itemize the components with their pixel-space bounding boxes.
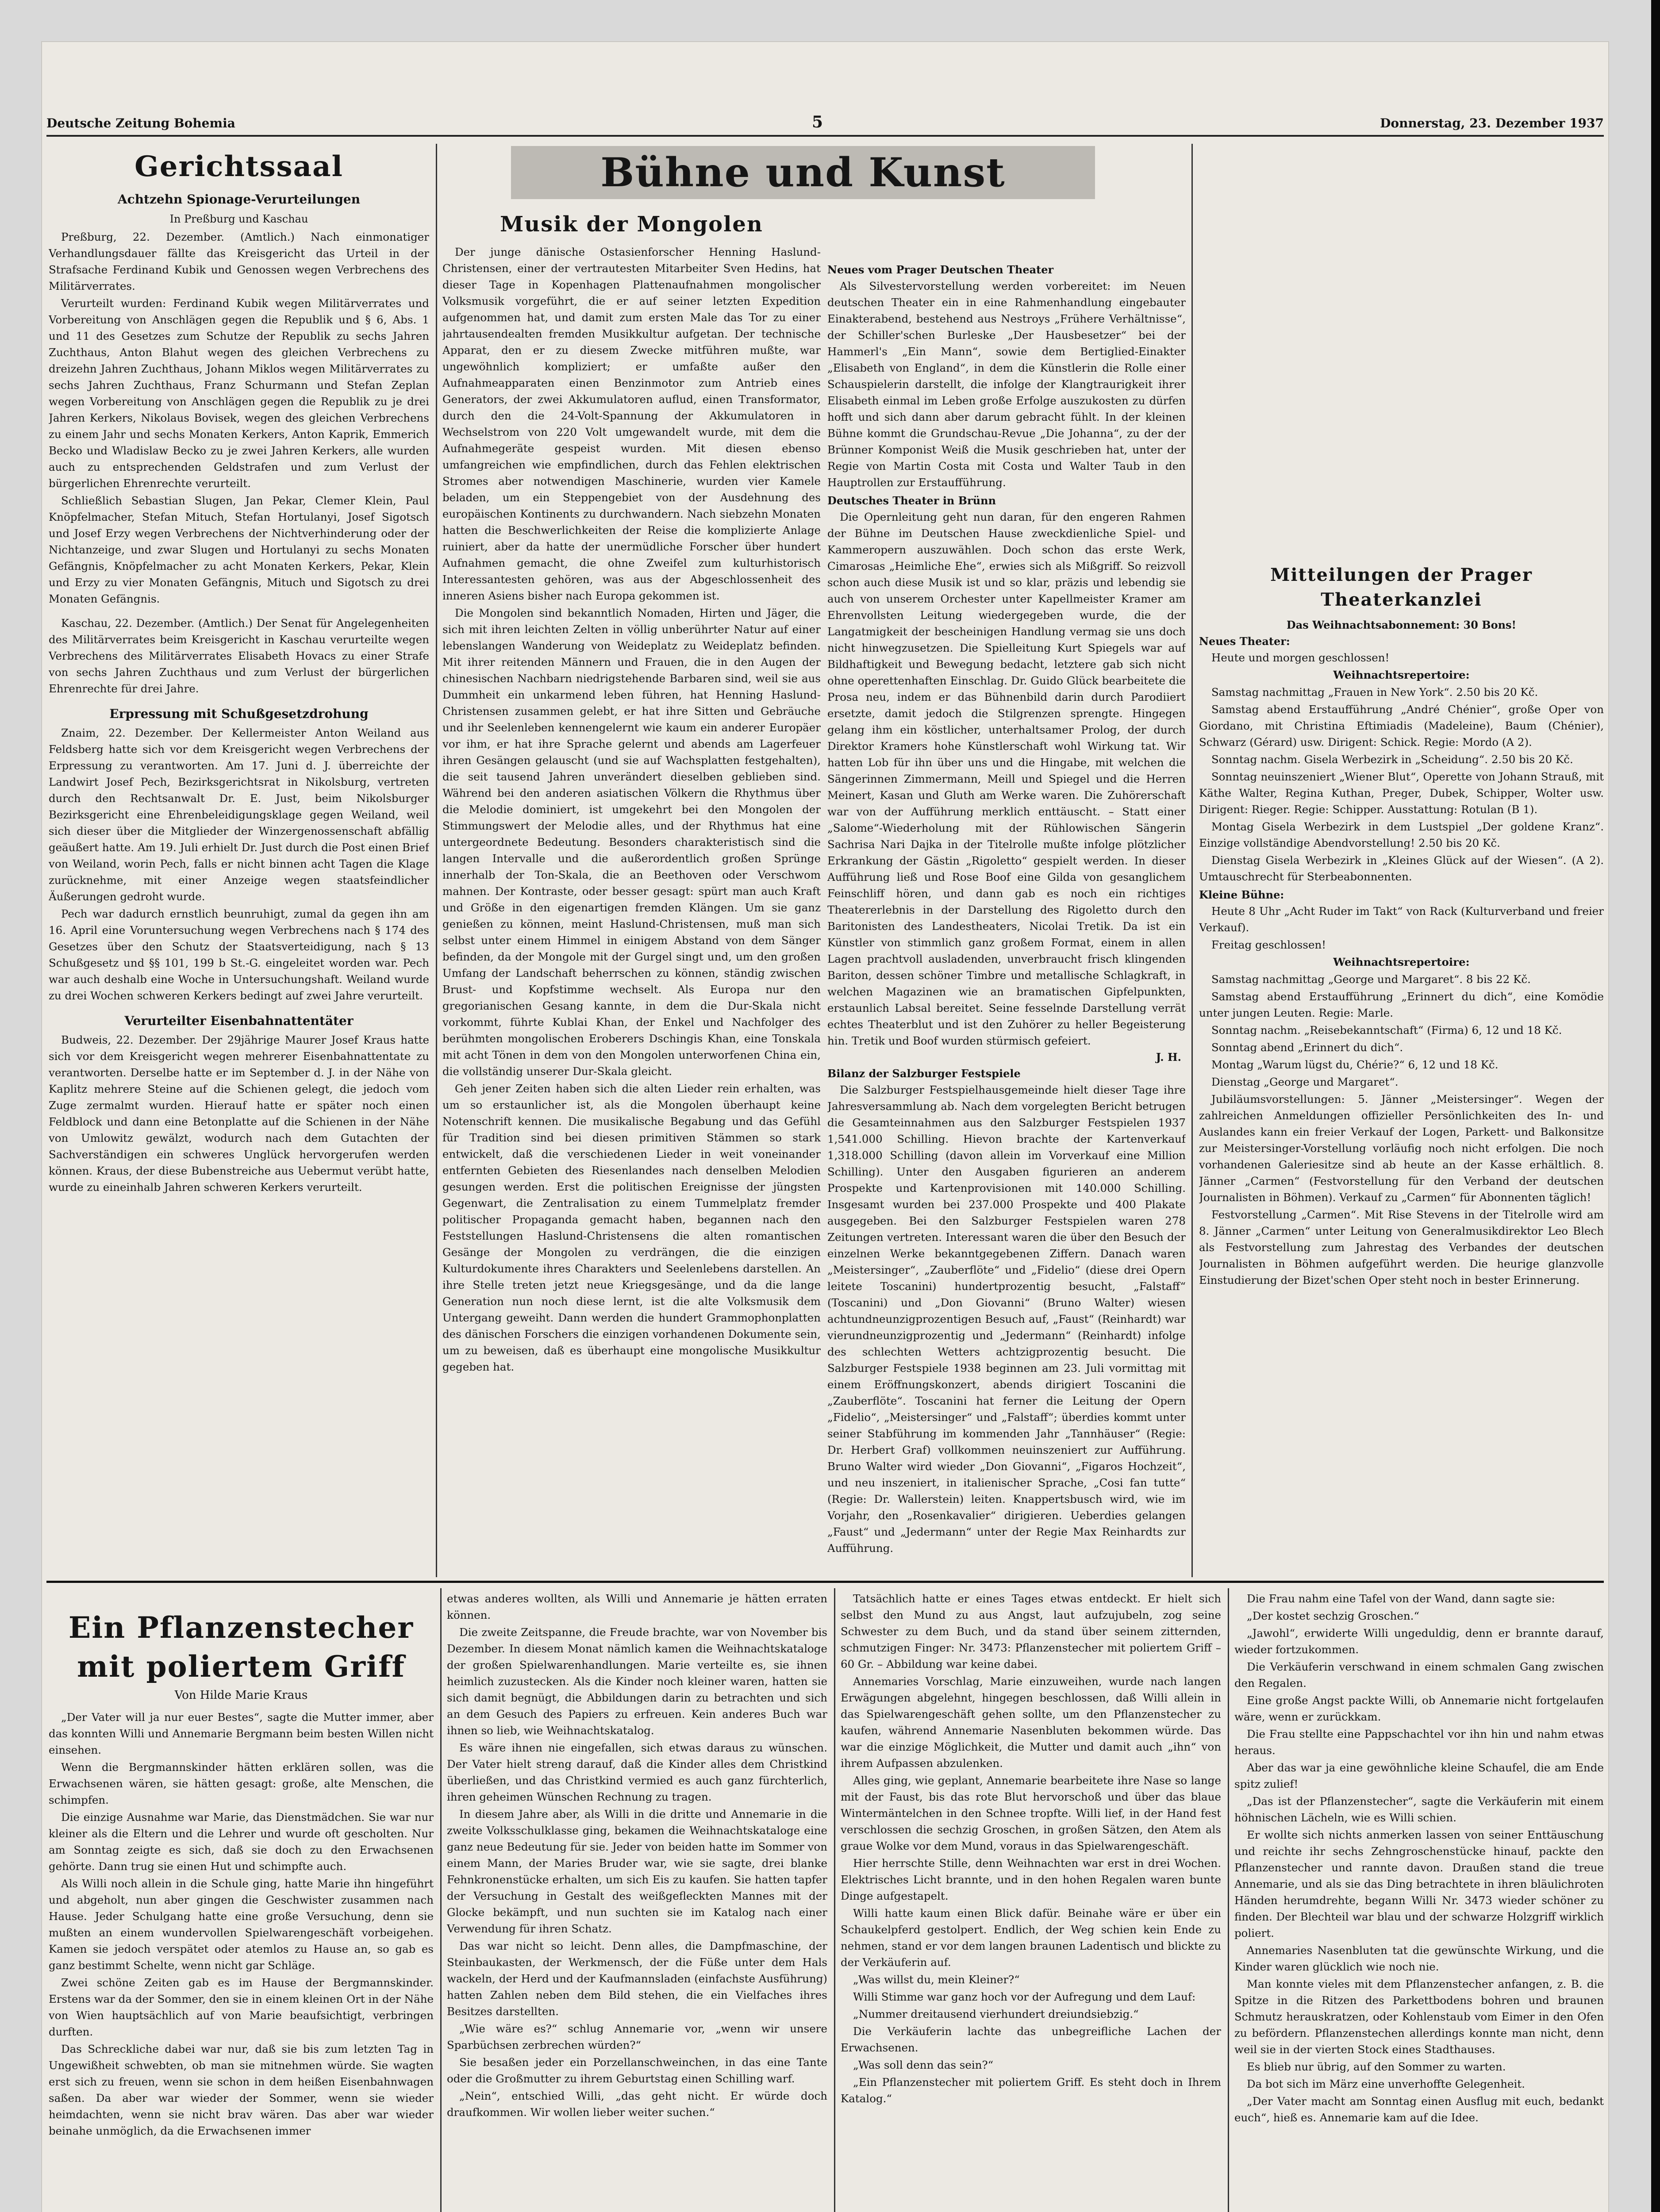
article-paragraph: Kaschau, 22. Dezember. (Amtlich.) Der Senat für Angelegenheiten des Militärverrates beim Kreisgericht in Kaschau verurteilte wegen Verbrechens des Militärverrates Elisabeth Hovacs zu einer Strafe von sechs Jahren Zuchthaus und zum Verlust der bürgerlichen Ehrenrechte für drei Jahre.: [49, 617, 429, 695]
kleine-buehne-listing: [1199, 903, 1604, 1288]
story-paragraph: „Der Vater will ja nur euer Bestes“, sagte die Mutter immer, aber das konnten Willi und Annemarie Bergmann beim besten Willen nicht einsehen.: [49, 1711, 434, 1756]
article-headline: Neues vom Prager Deutschen Theater: [827, 263, 1054, 276]
story-paragraph: Aber das war ja eine gewöhnliche kleine Schaufel, die am Ende spitz zulief!: [1234, 1761, 1604, 1790]
article-paragraph: Pech war dadurch ernstlich beunruhigt, zumal da gegen ihn am 16. April eine Voruntersuchung wegen Verbrechens nach § 174 des Gesetzes über den Schutz der Staatsverteidigung, nach § 13 Schußgesetz und §§ 101, 199 b St.-G. eingeleitet worden war. Pech war auch deshalb eine Woche in Untersuchungshaft. Weiland wurde zu drei Wochen schweren Kerkers bedingt auf zwei Jahre verurteilt.: [49, 907, 429, 1002]
listing-line: Samstag nachmittag „George und Margaret“. 8 bis 22 Kč.: [1211, 973, 1531, 986]
story-title-line-1: Ein Pflanzenstecher: [68, 1610, 414, 1645]
court-column: [49, 144, 429, 1577]
story-paragraph: „Was willst du, mein Kleiner?“: [853, 1973, 1020, 1986]
section-title-court: Gerichtssaal: [134, 150, 343, 183]
listing-line: Weihnachtsrepertoire:: [1333, 956, 1470, 968]
article-headline-mongol-music: Musik der Mongolen: [500, 212, 763, 237]
article-paragraph: Geh jener Zeiten haben sich die alten Lieder rein erhalten, was um so erstaunlicher ist, als die Mongolen überhaupt keine Notenschrift kennen. Die musikalische Begabung und das Gefühl für Tradition sind bei diesen primitiven Stämmen so stark entwickelt, daß die verschiedenen Lieder in weit voneinander entfernten Gebieten des Riesenlandes nach denselben Melodien gesungen werden. Erst die politischen Ereignisse der jüngsten Gegenwart, die Zentralisation zu einem Tummelplatz fremder politischer Propaganda gemacht haben, begannen nach den Feststellungen Haslund-Christensens die alten romantischen Gesänge der Mongolen zu verdrängen, die die einzigen Kulturdokumente ihres Charakters und Seelenlebens darstellen. An ihre Stelle treten jetzt neue Kriegsgesänge, und da die lange Generation nun noch diese lernt, ist die alte Volksmusik dem Untergang geweiht. Dann werden die hundert Grammophonplatten des dänischen Forschers die einzigen vorhandenen Dokumente sein, um zu beweisen, daß es überhaupt eine mongolische Musikkultur gegeben hat.: [442, 1082, 821, 1373]
story-paragraph: Die zweite Zeitspanne, die Freude brachte, war von November bis Dezember. In diesem Monat nämlich kamen die Weihnachtskataloge der großen Spielwarenhandlungen. Marie verteilte es, sie ihnen heimlich zuzustecken. Als die Kinder noch kleiner waren, hatten sie sich damit begnügt, die Abbildungen darin zu betrachten und sich an dem Gesuch des Papiers zu erfreuen. Kein anderes Buch war ihnen so lieb, wie Weihnachtskatalog.: [447, 1626, 827, 1737]
section-divider: [46, 1581, 1604, 1583]
author-signature: J. H.: [1156, 1051, 1181, 1064]
story-paragraph: „Der Vater macht am Sonntag einen Ausflug mit euch, bedankt euch“, hieß es. Annemarie kam auf die Idee.: [1234, 2095, 1604, 2124]
article-paragraph: Als Silvestervorstellung werden vorbereitet: im Neuen deutschen Theater ein in eine Rahmenhandlung eingebauter Einakterabend, bestehend aus Nestroys „Frühere Verhältnisse“, der Schiller'schen Burleske „Der Hausbesetzer“ bei der Hammerl's „Ein Mann“, sowie dem Bertiglied-Einakter „Elisabeth von England“, in dem die Künstlerin die Rolle einer Schauspielerin darstellt, die infolge der Klangtraurigkeit ihrer Elisabeth einmal im Leben große Erfolge auszukosten zu dürfen hofft und sich dann aber darum gebracht fühlt. In der kleinen Bühne kommt die Grundschau-Revue „Die Johanna“, zu der der Brünner Komponist Weiß die Musik geschrieben hat, unter der Regie von Martin Costa mit Costa und Walter Taub in den Hauptrollen zur Erstaufführung.: [827, 280, 1186, 489]
story-paragraph: Alles ging, wie geplant, Annemarie bearbeitete ihre Nase so lange mit der Faust, bis das rote Blut hervorschoß und über das blaue Wintermäntelchen in den Schnee tropfte. Willi lief, in der Hand fest verschlossen die sechzig Groschen, in großen Sätzen, den Atem als graue Wolke vor dem Mund, voraus in das Spielwarengeschäft.: [841, 1774, 1221, 1852]
article-paragraph: Znaim, 22. Dezember. Der Kellermeister Anton Weiland aus Feldsberg hatte sich vor dem Kreisgericht wegen Verbrechens der Erpressung zu verantworten. Am 17. Juni d. J. überreichte der Landwirt Josef Pech, Bezirksgerichtsrat in Nikolsburg, vertreten durch den Rechtsanwalt Dr. E. Just, beim Nikolsburger Bezirksgericht eine Ehrenbeleidigungsklage gegen Weiland, weil sich dieser über die Mitglieder der Winzergenossenschaft abfällig geäußert hatte. Am 19. Juli erhielt Dr. Just durch die Post einen Brief von Weiland, worin Pech, falls er nicht binnen acht Tagen die Klage zurücknehme, mit einer Anzeige wegen staatsfeindlicher Äußerungen gedroht wurde.: [49, 726, 429, 903]
article-headline: Verurteilter Eisenbahnattentäter: [124, 1014, 354, 1028]
story-paragraph: „Wie wäre es?“ schlug Annemarie vor, „wenn wir unsere Sparbüchsen zerbrechen würden?“: [447, 2022, 827, 2051]
story-paragraph: Willi Stimme war ganz hoch vor der Aufregung und dem Lauf:: [853, 1990, 1196, 2003]
story-paragraph: Als Willi noch allein in die Schule ging, hatte Marie ihn hingeführt und abgeholt, nun aber gingen die Geschwister zusammen nach Hause. Jeder Schulgang hatte eine große Versuchung, denn sie mußten an einem wundervollen Spielwarengeschäft vorbeigehen. Kamen sie jedoch verspätet oder atemlos zu Hause an, so gab es ganz bestimmt Schelte, wenn nicht gar Schläge.: [49, 1877, 434, 1972]
story-paragraph: Es wäre ihnen nie eingefallen, sich etwas daraus zu wünschen. Der Vater hielt streng darauf, daß die Kinder alles dem Christkind überließen, und das Christkind vermied es auch ganz fürchterlich, ihren geheimen Wünschen Rechnung zu tragen.: [447, 1741, 827, 1803]
listing-line: Weihnachtsrepertoire:: [1333, 668, 1470, 681]
story-paragraph: Das war nicht so leicht. Denn alles, die Dampfmaschine, der Steinbaukasten, der Werkmensch, der die Füße unter dem Hals wackeln, der Herd und der Kaufmannsladen (einfachste Ausführung) hatten Zahlen neben dem Bild stehen, die ein Vielfaches ihres Besitzes darstellten.: [447, 1939, 827, 2018]
story-paragraph: „Nein“, entschied Willi, „das geht nicht. Er würde doch draufkommen. Wir wollen lieber weiter suchen.“: [447, 2089, 827, 2119]
article-subheadline: In Preßburg und Kaschau: [169, 213, 308, 225]
listing-line: Montag Gisela Werbezirk in dem Lustspiel „Der goldene Kranz“. Einzige vollständige Abendvorstellung! 2.50 bis 20 Kč.: [1199, 820, 1604, 849]
story-paragraph: Zwei schöne Zeiten gab es im Hause der Bergmannskinder. Erstens war da der Sommer, den sie in einem kleinen Ort in der Nähe von Wien hauptsächlich auf von Marie beaufsichtigt, verbringen durften.: [49, 1976, 434, 2038]
column-rule: [1191, 144, 1193, 1577]
article-headline: Deutsches Theater in Brünn: [827, 494, 996, 507]
listing-line: Freitag geschlossen!: [1211, 938, 1326, 951]
story-paragraph: Man konnte vieles mit dem Pflanzenstecher anfangen, z. B. die Spitze in die Ritzen des Parkettbodens bohren und braunen Schmutz herauskratzen, oder Kohlenstaub vom Eimer in den Ofen zu befördern. Pflanzenstechen allerdings konnte man nicht, denn weil sie in der vierten Stock eines Stadthauses.: [1234, 1978, 1604, 2056]
story-paragraph: Die Verkäuferin verschwand in einem schmalen Gang zwischen den Regalen.: [1234, 1660, 1604, 1690]
story-paragraph: Die Verkäuferin lachte das unbegreifliche Lachen der Erwachsenen.: [841, 2025, 1221, 2054]
story-column-4: [1234, 1590, 1604, 2212]
story-title-line-2: mit poliertem Griff: [77, 1649, 405, 1684]
story-paragraph: „Ein Pflanzenstecher mit poliertem Griff. Es steht doch in Ihrem Katalog.“: [841, 2076, 1221, 2105]
abonnement-note: Das Weihnachtsabonnement: 30 Bons!: [1286, 618, 1517, 631]
listing-line: Dienstag Gisela Werbezirk in „Kleines Glück auf der Wiesen“. (A 2). Umtauschrecht für Sterbeabonnenten.: [1199, 854, 1604, 883]
story-paragraph: Da bot sich im März eine unverhoffte Gelegenheit.: [1247, 2078, 1525, 2090]
listing-line: Dienstag „George und Margaret“.: [1211, 1075, 1399, 1088]
section-title-arts: Bühne und Kunst: [511, 146, 1095, 199]
story-paragraph: „Das ist der Pflanzenstecher“, sagte die Verkäuferin mit einem höhnischen Lächeln, wie es Willi schien.: [1234, 1795, 1604, 1824]
section-header-arts: [511, 146, 1095, 201]
article-paragraph: Budweis, 22. Dezember. Der 29jährige Maurer Josef Kraus hatte sich vor dem Kreisgericht wegen mehrerer Eisenbahnattentate zu verantworten. Derselbe hatte er im September d. J. in der Nähe von Kaplitz mehrere Steine auf die Schienen gelegt, die jedoch vom Zuge zermalmt wurden. Hierauf hatte er später noch einen Feldblock und dann eine Betonplatte auf die Schienen in der Nähe von Umlowitz gewälzt, wodurch nach dem Gutachten der Sachverständigen ein schweres Unglück hervorgerufen werden können. Kraus, der diese Bubenstreiche aus Uebermut verübt hatte, wurde zu eineinhalb Jahren schweren Kerkers verurteilt.: [49, 1033, 429, 1194]
story-paragraph: „Jawohl“, erwiderte Willi ungeduldig, denn er brannte darauf, wieder fortzukommen.: [1234, 1627, 1604, 1656]
column-rule: [1228, 1588, 1229, 2212]
story-byline: Von Hilde Marie Kraus: [174, 1689, 308, 1702]
arts-column-2: [827, 210, 1186, 1577]
story-paragraph: Die Frau nahm eine Tafel von der Wand, dann sagte sie:: [1247, 1592, 1555, 1605]
listing-line: Montag „Warum lügst du, Chérie?“ 6, 12 und 18 Kč.: [1211, 1058, 1499, 1071]
theatre-name: Neues Theater:: [1199, 635, 1290, 648]
neues-theater-listing: [1199, 649, 1604, 885]
article-paragraph: Schließlich Sebastian Slugen, Jan Pekar, Clemer Klein, Paul Knöpfelmacher, Stefan Mituch, Stefan Hortulanyi, Josef Sigotsch und Josef Erzy wegen Verbrechens der Nichtverhinderung oder der Nichtanzeige, und zwar Slugen und Hortulanyi zu sechs Monaten Gefängnis, Knöpfelmacher zu acht Monaten Kerkers, Pekar, Klein und Erzy zu vier Monaten Gefängnis, Mituch und Sigotsch zu drei Monaten Gefängnis.: [49, 494, 429, 605]
column-rule: [834, 1588, 835, 2212]
article-headline: Achtzehn Spionage-Verurteilungen: [117, 192, 361, 207]
listing-line: Samstag nachmittag „Frauen in New York“. 2.50 bis 20 Kč.: [1211, 686, 1538, 699]
article-headline: Bilanz der Salzburger Festspiele: [827, 1067, 1021, 1080]
listing-line: Sonntag neuinszeniert „Wiener Blut“, Operette von Johann Strauß, mit Käthe Walter, Regina Kuthan, Preger, Dubek, Schipper, Wolter usw. Dirigent: Rieger. Regie: Schipper. Ausstattung: Rotulan (B 1).: [1199, 770, 1604, 816]
article-paragraph: Die Salzburger Festspielhausgemeinde hielt dieser Tage ihre Jahresversammlung ab. Nach dem vorgelegten Bericht betrugen die Gesamteinnahmen aus den Salzburger Festspielen 1937 1,541.000 Schilling. Hievon brachte der Kartenverkauf 1,318.000 Schilling (davon allein im Vorverkauf eine Million Schilling). Unter den Ausgaben figurieren an anderem Prospekte und Kartenprovisionen mit 140.000 Schilling. Insgesamt wurden bei 237.000 Prospekte und 400 Plakate ausgegeben. Bei den Salzburger Festspielen waren 278 Zeitungen vertreten. Interessant waren die über den Besuch der einzelnen Werke bekanntgegebenen Ziffern. Danach waren „Meistersinger“, „Zauberflöte“ und „Fidelio“ (diese drei Opern leitete Toscanini) hundertprozentig besucht, „Falstaff“ (Toscanini) und „Don Giovanni“ (Bruno Walter) wiesen achtundneunzigprozentigen Besuch auf, „Faust“ (Reinhardt) war vierundneunzigprozentig und „Jedermann“ (Reinhardt) infolge des schlechten Wetters achtzigprozentig besucht. Die Salzburger Festspiele 1938 beginnen am 23. Juli vormittag mit einem Eröffnungskonzert, abends dirigiert Toscanini die „Zauberflöte“. Toscanini hat ferner die Leitung der Opern „Fidelio“, „Meistersinger“ und „Falstaff“; überdies kommt unter seiner Stabführung im kommenden Jahr „Tannhäuser“ (Regie: Dr. Herbert Graf) vollkommen neuinszeniert zur Aufführung. Bruno Walter wird wieder „Don Giovanni“, „Figaros Hochzeit“, und neu inszeniert, in italienischer Sprache, „Cosi fan tutte“ (Regie: Dr. Wallerstein) leiten. Knappertsbusch wird, wie im Vorjahr, den „Rosenkavalier“ dirigieren. Ueberdies gelangen „Faust“ und „Jedermann“ unter der Regie Max Reinhardts zur Aufführung.: [827, 1083, 1186, 1555]
listing-line: Heute und morgen geschlossen!: [1211, 651, 1390, 664]
story-paragraph: Eine große Angst packte Willi, ob Annemarie nicht fortgelaufen wäre, wenn er zurückkam.: [1234, 1694, 1604, 1723]
newspaper-page: [42, 42, 1608, 2212]
story-paragraph: Die Frau stellte eine Pappschachtel vor ihn hin und nahm etwas heraus.: [1234, 1728, 1604, 1757]
column-rule: [440, 1588, 442, 2212]
listing-line: Heute 8 Uhr „Acht Ruder im Takt“ von Rack (Kulturverband und freier Verkauf).: [1199, 905, 1604, 934]
issue-date: Donnerstag, 23. Dezember 1937: [1380, 116, 1604, 131]
story-paragraph: „Was soll denn das sein?“: [853, 2058, 994, 2071]
listing-line: Jubiläumsvorstellungen: 5. Jänner „Meistersinger“. Wegen der zahlreichen Anmeldungen offizieller Persönlichkeiten des In- und Auslandes kann ein freier Verkauf der Logen, Parkett- und Balkonsitze zur Meistersinger-Vorstellung vorläufig noch nicht erfolgen. Die noch vorhandenen Galeriesitze sind ab heute an der Kasse erhältlich. 8. Jänner „Carmen“ (Festvorstellung für den Verband der deutschen Journalisten in Böhmen). Verkauf zu „Carmen“ für Abonnenten täglich!: [1199, 1093, 1604, 1204]
story-paragraph: Sie besaßen jeder ein Porzellanschweinchen, in das eine Tante oder die Großmutter zu ihrem Geburtstag einen Schilling warf.: [447, 2056, 827, 2085]
story-paragraph: Das Schreckliche dabei war nur, daß sie bis zum letzten Tag in Ungewißheit schwebten, ob man sie mitnehmen würde. Sie wagten erst sich zu freuen, wenn sie schon in dem heißen Eisenbahnwagen saßen. Da aber war wieder der Sommer, wenn sie wieder heimdachten, wenn sie nicht brav wären. Das aber war wieder beinahe unmöglich, da die Erwachsenen immer: [49, 2043, 434, 2137]
article-paragraph: Preßburg, 22. Dezember. (Amtlich.) Nach einmonatiger Verhandlungsdauer fällte das Kreisgericht das Urteil in der Strafsache Ferdinand Kubik und Genossen wegen Verbrechens des Militärverrates.: [49, 230, 429, 292]
page-number: 5: [812, 113, 823, 131]
story-paragraph: etwas anderes wollten, als Willi und Annemarie je hätten erraten können.: [447, 1592, 827, 1621]
story-column-2: [447, 1590, 827, 2212]
story-paragraph: Die einzige Ausnahme war Marie, das Dienstmädchen. Sie war nur kleiner als die Eltern und die Lehrer und wurde oft gescholten. Nur am Sonntag zeigte es sich, daß sie doch zu den Erwachsenen gehörte. Dann trug sie einen Hut und schimpfte auch.: [49, 1811, 434, 1873]
column-rule: [436, 144, 437, 1577]
article-paragraph: Die Opernleitung geht nun daran, für den engeren Rahmen der Bühne im Deutschen Hause zweckdienliche Spiel- und Kammeropern auszuwählen. Doch schon das erste Werk, Cimarosas „Heimliche Ehe“, erwies sich als Mißgriff. So reizvoll schon auch diese Musik ist und so klar, präzis und lebendig sie auch von unserem Orchester unter Kapellmeister Kramer am Ehrenvollsten Leitung wiedergegeben wurde, die der Langatmigkeit der bescheinigen Handlung vermag sie uns doch nicht hinwegzusetzen. Die Spielleitung Kurt Spiegels war auf Bildhaftigkeit und Bewegung bedacht, letztere gab sich nicht ohne operettenhaften Einschlag. Dr. Guido Glück bearbeitete die Prosa neu, indem er das Bühnenbild darin durch Parodiiert ersetzte, damit jedoch die Stilgrenzen sprengte. Hingegen gelang ihm ein köstlicher, unterhaltsamer Prolog, der durch Direktor Kramers hohe Künstlerschaft wohl Wirkung tat. Wir hatten Lob für ihn über uns und die Hingabe, mit welchen die Sängerinnen Zimmermann, Meill und Spiegel und die Herren Meinert, Kasan und Gluth am Werke waren. Die Zuhörerschaft war von der Aufführung merklich enttäuscht. – Statt einer „Salome“-Wiederholung mit der Rühlowischen Sängerin Sachrisa Nari Dajka in der Titelrolle mußte infolge plötzlicher Erkrankung der Gästin „Rigoletto“ gespielt werden. In dieser Aufführung ließ und Rose Boof eine Gilda von gesanglichem Feinschliff hören, und dann gab es noch ein richtiges Theatererlebnis in der Darstellung des Rigoletto durch den Baritonisten des Landestheaters, Nicolai Tretik. Da ist ein Künstler von stimmlich ganz großem Format, einem in allen Lagen prachtvoll ausladenden, unverbraucht frisch klingenden Bariton, dessen schöner Timbre und metallische Schlagkraft, in welchen Magazinen wie an bramatischen Gipfelpunkten, erstaunlich Labsal bereitet. Seine fesselnde Darstellung verrät echtes Theaterblut und ist den Zuhörer zu heller Begeisterung hin. Tretik und Boof wurden stürmisch gefeiert.: [827, 511, 1186, 1047]
story-column-1: [49, 1590, 434, 2212]
story-paragraph: „Der kostet sechzig Groschen.“: [1247, 1609, 1419, 1622]
article-paragraph: [1199, 542, 1604, 558]
story-paragraph: Hier herrschte Stille, denn Weihnachten war erst in drei Wochen. Elektrisches Licht brannte, und in den hohen Regalen waren bunte Dinge aufgestapelt.: [841, 1857, 1221, 1902]
listing-line: Festvorstellung „Carmen“. Mit Rise Stevens in der Titelrolle wird am 8. Jänner „Carmen“ unter Leitung von Generalmusikdirektor Leo Blech als Festvorstellung zum Jahrestag des Verbandes der deutschen Journalisten in Böhmen aufgeführt werden. Die heurige glanzvolle Einstudierung der Bizet'schen Oper steht noch in bester Erinnerung.: [1199, 1208, 1604, 1286]
story-paragraph: Es blieb nur übrig, auf den Sommer zu warten.: [1247, 2060, 1506, 2073]
story-paragraph: Tatsächlich hatte er eines Tages etwas entdeckt. Er hielt sich selbst den Mund zu aus Angst, laut aufzujubeln, zog seine Schwester zu dem Buch, und da stand über seinem zitternden, schmutzigen Finger: Nr. 3473: Pflanzenstecher mit poliertem Griff – 60 Gr. – Abbildung war keine dabei.: [841, 1592, 1221, 1671]
story-paragraph: Er wollte sich nichts anmerken lassen von seiner Enttäuschung und reichte ihr sechs Zehngroschenstücke hinauf, packte den Pflanzenstecher und rannte davon. Draußen stand die treue Annemarie, und als sie das Ding betrachtete in ihren bläulichroten Händen herumdrehte, begann Willi Nr. 3473 wieder schöner zu finden. Der Blechteil war blau und der schwarze Holzgriff wirklich poliert.: [1234, 1828, 1604, 1939]
newspaper-name: Deutsche Zeitung Bohemia: [46, 116, 235, 131]
article-paragraph: Verurteilt wurden: Ferdinand Kubik wegen Militärverrates und Vorbereitung von Anschlägen gegen die Republik und § 6, Abs. 1 und 11 des Gesetzes zum Schutze der Republik zu sechs Jahren Zuchthaus, Anton Blahut wegen des gleichen Verbrechens zu dreizehn Jahren Zuchthaus, Johann Miklos wegen Militärverrates zu sechs Jahren Zuchthaus, Franz Schurmann und Stefan Zeplan wegen Vorbereitung von Anschlägen gegen die Republik zu je drei Jahren Kerkers, Nikolaus Bovisek, wegen des gleichen Verbrechens zu einem Jahr und sechs Monaten Kerkers, Anton Kaprik, Emmerich Becko und Wladislaw Becko zu je zwei Jahren Kerkers, alle wurden auch zu entsprechenden Geldstrafen und zum Verlust der bürgerlichen Ehrenrechte verurteilt.: [49, 297, 429, 490]
story-paragraph: Annemaries Nasenbluten tat die gewünschte Wirkung, und die Kinder waren glücklich wie noch nie.: [1234, 1944, 1604, 1973]
scan-border: [1651, 0, 1660, 2212]
story-column-3: [841, 1590, 1221, 2212]
running-head: [46, 108, 1604, 137]
listing-line: Sonntag nachm. Gisela Werbezirk in „Scheidung“. 2.50 bis 20 Kč.: [1211, 753, 1573, 766]
listing-line: Sonntag nachm. „Reisebekanntschaft“ (Firma) 6, 12 und 18 Kč.: [1211, 1024, 1562, 1037]
story-paragraph: In diesem Jahre aber, als Willi in die dritte und Annemarie in die zweite Volksschulklasse ging, bekamen die Weihnachtskataloge eine ganz neue Bedeutung für sie. Jeder von beiden hatte im Sommer von einem Mann, der Maries Bruder war, wie sie sagte, drei blanke Fehnkronenstücke erhalten, um sich Eis zu kaufen. Sie hatten tapfer der Versuchung in Gestalt des weißgefleckten Mannes mit der Glocke bekämpft, und nun suchten sie im Katalog nach einer Verwendung für ihren Schatz.: [447, 1808, 827, 1935]
story-paragraph: „Nummer dreitausend vierhundert dreiundsiebzig.“: [853, 2008, 1139, 2020]
article-headline-theatre-notices: Mitteilungen der Prager Theaterkanzlei: [1270, 565, 1533, 610]
listing-line: Sonntag abend „Erinnert du dich“.: [1211, 1041, 1403, 1054]
article-paragraph: Der junge dänische Ostasienforscher Henning Haslund-Christensen, einer der vertrautesten Mitarbeiter Sven Hedins, hat dieser Tage in Kopenhagen Plattenaufnahmen mongolischer Volksmusik vorgeführt, die er auf seiner letzten Expedition aufgenommen hat, und damit zum ersten Male das Tor zu einer jahrtausendealten fremden Musikkultur aufgetan. Der technische Apparat, den er zu diesem Zwecke mitführen mußte, war ungewöhnlich kompliziert; er umfaßte außer den Aufnahmeapparaten einen Benzinmotor zum Antrieb eines Generators, der zwei Akkumulatoren auflud, einen Transformator, durch den die 24-Volt-Spannung der Akkumulatoren in Wechselstrom von 220 Volt umgewandelt wurde, mit dem die Aufnahmegeräte gespeist wurden. Mit diesen ebenso umfangreichen wie empfindlichen, durch das Fehlen elektrischen Stromes aber notwendigen Maschinerie, wurden vier Kamele beladen, um ein Steppengebiet von der Ausdehnung des europäischen Kontinents zu durchwandern. Nach siebzehn Monaten hatten die Beschwerlichkeiten der Reise die komplizierte Anlage ruiniert, aber da hatte der unermüdliche Forscher über hundert Aufnahmen gemacht, die ohne Zweifel zum kulturhistorisch Interessantesten gehören, was aus der Abgeschlossenheit des inneren Asiens bisher nach Europa gekommen ist.: [442, 246, 821, 602]
story-paragraph: Annemaries Vorschlag, Marie einzuweihen, wurde nach langen Erwägungen abgelehnt, hingegen beschlossen, daß Willi allein in das Spielwarengeschäft gehen sollte, um den Pflanzenstecher zu kaufen, während Annemarie Nasenbluten bekommen würde. Das war die einzige Möglichkeit, die Mutter und damit auch „ihn“ von ihrem Aufpassen abzulenken.: [841, 1675, 1221, 1770]
theatre-name: Kleine Bühne:: [1199, 888, 1284, 901]
article-paragraph: Die Mongolen sind bekanntlich Nomaden, Hirten und Jäger, die sich mit ihren leichten Zelten in völlig unberührter Natur auf einer lebenslangen Wanderung von Weideplatz zu Weideplatz befinden. Mit ihrer reitenden Männern und Frauen, die in den Augen der chinesischen Nachbarn niedrigstehende Barbaren sind, weil sie aus Dummheit ein unkarmend leben führen, hat Henning Haslund-Christensen zusammen gelebt, er hat ihre Sitten und Gebräuche und ihr Seelenleben kennengelernt wie kaum ein anderer Europäer vor ihm, er hat ihre Sprache gelernt und abends am Lagerfeuer ihren Gesängen gelauscht (und sie auf Wachsplatten festgehalten), die seit tausend Jahren unverändert dieselben geblieben sind. Während bei den anderen asiatischen Völkern die Rhythmus über die Melodie dominiert, ist umgekehrt bei den Mongolen der Stimmungswert der Melodie alles, und der Rhythmus hat eine untergeordnete Bedeutung. Besonders charakteristisch sind die langen Intervalle und die außerordentlich großen Sprünge innerhalb der Ton-Skala, die an Beethoven oder Verschwom mahnen. Der Kontraste, oder besser gesagt: spürt man auch Kraft und Größe in den eigenartigen fremden Klängen. Um sie ganz genießen zu können, meint Haslund-Christensen, muß man sich selbst unter einem Himmel in einigem Abstand von dem Sänger befinden, da der Mongole mit der Gurgel singt und, um den großen Umfang der Landschaft beherrschen zu können, ständig zwischen Brust- und Kopfstimme wechselt. Als Europa nur den gregorianischen Gesang kannte, in dem die Dur-Skala nicht vorkommt, führte Kublai Khan, der Enkel und Nachfolger des berühmten mongolischen Eroberers Dschingis Khan, eine Tonskala mit acht Tönen in dem von den Mongolen unterworfenen China ein, die vollständig unserer Dur-Skala gleicht.: [442, 607, 821, 1078]
story-paragraph: Wenn die Bergmannskinder hätten erklären sollen, was die Erwachsenen wären, sie hätten gesagt: große, alte Menschen, die schimpfen.: [49, 1761, 434, 1806]
article-headline: Erpressung mit Schußgesetzdrohung: [109, 707, 369, 721]
listing-line: Samstag abend Erstaufführung „Erinnert du dich“, eine Komödie unter jungen Leuten. Regie: Marle.: [1199, 990, 1604, 1019]
story-paragraph: Willi hatte kaum einen Blick dafür. Beinahe wäre er über ein Schaukelpferd gestolpert. Endlich, der Weg schien kein Ende zu nehmen, stand er vor dem langen braunen Ladentisch und blickte zu der Verkäuferin auf.: [841, 1907, 1221, 1969]
salzburg-continuation: [1199, 146, 1604, 544]
listing-line: Samstag abend Erstaufführung „André Chénier“, große Oper von Giordano, mit Christina Eftimiadis (Madeleine), Baum (Chénier), Schwarz (Gérard) usw. Dirigent: Schick. Regie: Mordo (A 2).: [1199, 703, 1604, 749]
arts-column-1: [442, 210, 821, 1577]
